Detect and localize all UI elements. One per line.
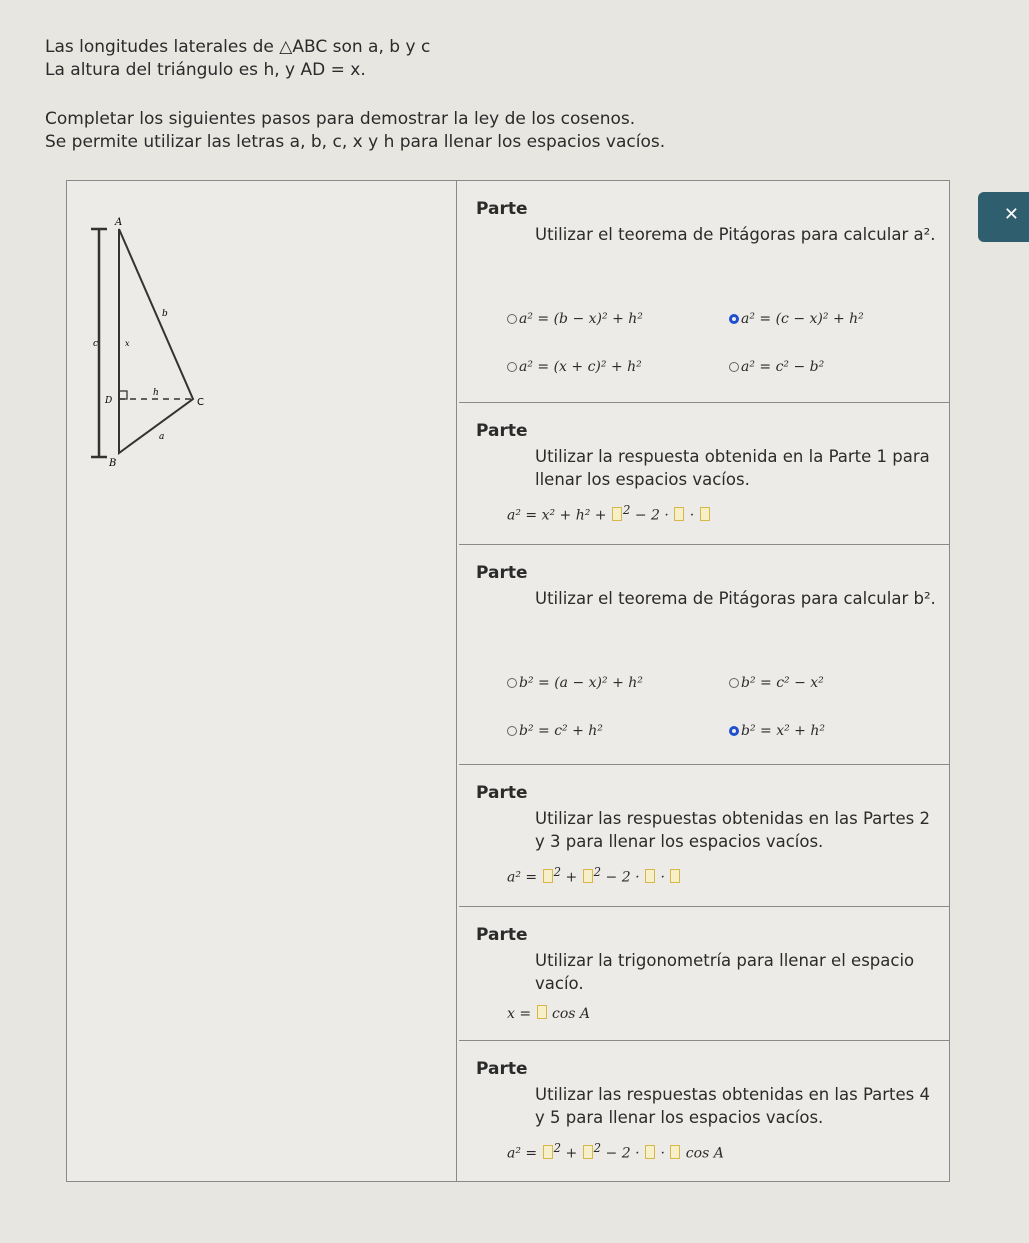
blank-input[interactable] [583,869,593,883]
blank-input[interactable] [674,507,684,521]
part-3-option-3[interactable]: b² = c² + h² [507,723,603,739]
intro-line-2: La altura del triángulo es h, y AD = x. [45,60,366,80]
part-3-title: Parte [476,563,528,583]
intro-line-3: Completar los siguientes pasos para demostrar la ley de los cosenos. [45,109,636,129]
radio-selected-icon[interactable] [729,314,739,324]
intro-line-4: Se permite utilizar las letras a, b, c, x y h para llenar los espacios vacíos. [45,132,666,152]
blank-input[interactable] [645,869,655,883]
part-1-instruction: Utilizar el teorema de Pitágoras para calcular a². [535,225,936,244]
part-3-option-4[interactable]: b² = x² + h² [729,723,825,739]
side-a-label: a [159,432,165,442]
vertex-b-label: B [109,458,117,469]
part-5-equation: x = cos A [507,1006,590,1022]
blank-input[interactable] [670,1145,680,1159]
segment-x-label: x [125,339,130,348]
radio-selected-icon[interactable] [729,726,739,736]
part-6-instruction: Utilizar las respuestas obtenidas en las Partes 4 y 5 para llenar los espacios vacíos. [535,1085,931,1127]
radio-icon[interactable] [507,362,517,372]
problem-table [66,180,950,1182]
part-4 [459,765,949,907]
blank-input[interactable] [543,1145,553,1159]
part-1-option-4[interactable]: a² = c² − b² [729,359,824,375]
part-2 [459,403,949,545]
blank-input[interactable] [583,1145,593,1159]
part-2-title: Parte [476,421,528,441]
vertex-c-label: C [197,397,204,408]
intro-line-1: Las longitudes laterales de △ABC son a, b y c [45,37,431,57]
vertex-a-label: A [115,217,123,228]
part-2-instruction: Utilizar la respuesta obtenida en la Parte 1 para llenar los espacios vacíos. [535,447,930,489]
part-1-title: Parte [476,199,528,219]
part-1-option-1[interactable]: a² = (b − x)² + h² [507,311,643,327]
vertex-d-label: D [105,396,113,406]
radio-icon[interactable] [507,678,517,688]
part-4-instruction: Utilizar las respuestas obtenidas en las Partes 2 y 3 para llenar los espacios vacíos. [535,809,931,851]
part-6 [459,1041,949,1181]
part-3-option-1[interactable]: b² = (a − x)² + h² [507,675,643,691]
part-1-option-3[interactable]: a² = (x + c)² + h² [507,359,642,375]
radio-icon[interactable] [729,362,739,372]
part-3-instruction: Utilizar el teorema de Pitágoras para calcular b². [535,589,936,608]
blank-input[interactable] [543,869,553,883]
part-2-equation: a² = x² + h² + $^2$ − 2 · · [507,503,711,524]
blank-input[interactable] [537,1005,547,1019]
radio-icon[interactable] [729,678,739,688]
blank-input[interactable] [612,507,622,521]
part-1-option-2[interactable]: a² = (c − x)² + h² [729,311,864,327]
blank-input[interactable] [645,1145,655,1159]
triangle-diagram [67,181,457,481]
close-icon: ✕ [1003,204,1019,225]
part-5-title: Parte [476,925,528,945]
blank-input[interactable] [700,507,710,521]
diagram-cell [67,181,457,1181]
part-1 [459,181,949,403]
part-5-instruction: Utilizar la trigonometría para llenar el espacio vacío. [535,951,915,993]
part-5 [459,907,949,1041]
side-b-label: b [162,309,168,319]
instructions [45,36,985,154]
part-3-option-2[interactable]: b² = c² − x² [729,675,824,691]
side-c-label: c [93,339,99,349]
part-3 [459,545,949,765]
part-4-title: Parte [476,783,528,803]
blank-input[interactable] [670,869,680,883]
part-4-equation: a² = $^2$ + $^2$ − 2 · · [507,865,681,886]
close-tab[interactable] [978,192,1029,242]
part-6-equation: a² = $^2$ + $^2$ − 2 · · cos A [507,1141,724,1162]
radio-icon[interactable] [507,314,517,324]
height-h-label: h [153,388,159,398]
part-6-title: Parte [476,1059,528,1079]
radio-icon[interactable] [507,726,517,736]
